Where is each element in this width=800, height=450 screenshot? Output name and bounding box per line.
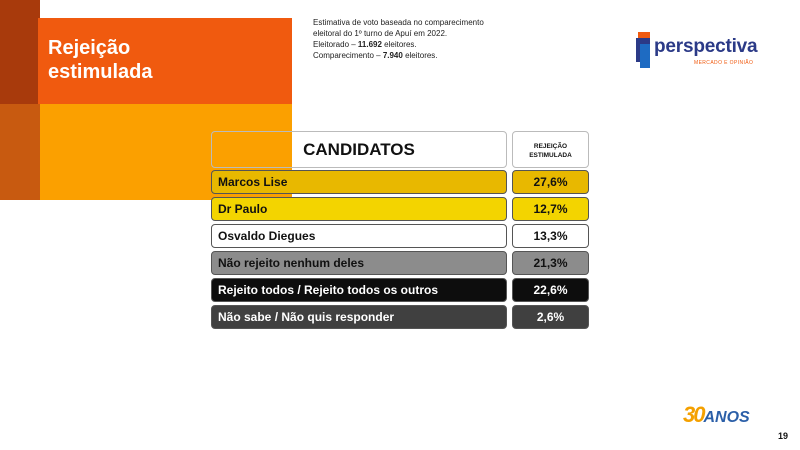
rejection-value: 12,7% <box>512 197 589 221</box>
candidate-name: Dr Paulo <box>211 197 507 221</box>
header-rejection: REJEIÇÃO ESTIMULADA <box>512 131 589 168</box>
slide-title <box>48 36 152 84</box>
table-header-row <box>211 131 589 168</box>
rejection-value: 2,6% <box>512 305 589 329</box>
table-row <box>211 197 589 221</box>
candidate-name: Rejeito todos / Rejeito todos os outros <box>211 278 507 302</box>
header-shadow-stripe <box>0 104 40 200</box>
candidate-name: Não sabe / Não quis responder <box>211 305 507 329</box>
badge-number: 30 <box>683 402 704 427</box>
header-candidates: CANDIDATOS <box>211 131 507 168</box>
rejection-value: 21,3% <box>512 251 589 275</box>
perspectiva-logo-mark-icon <box>636 32 654 68</box>
table-row <box>211 251 589 275</box>
logo-wordmark: perspectiva <box>654 36 758 57</box>
rejection-value: 22,6% <box>512 278 589 302</box>
note-line1: Estimativa de voto baseada no comparecimento <box>313 18 484 27</box>
table-row <box>211 278 589 302</box>
page-number: 19 <box>778 431 789 441</box>
table-row <box>211 170 589 194</box>
candidate-name: Marcos Lise <box>211 170 507 194</box>
candidate-name: Osvaldo Diegues <box>211 224 507 248</box>
badge-word: ANOS <box>703 409 750 426</box>
logo-subtitle: MERCADO E OPINIÃO <box>694 60 754 66</box>
table-row <box>211 224 589 248</box>
note-line2: eleitoral do 1º turno de Apuí em 2022. <box>313 29 448 38</box>
note-line3: Eleitorado – 11.692 eleitores. <box>313 40 417 49</box>
candidate-name: Não rejeito nenhum deles <box>211 251 507 275</box>
thirty-years-badge <box>683 402 750 428</box>
rejection-value: 13,3% <box>512 224 589 248</box>
slide-title-line2: estimulada <box>48 61 153 83</box>
note-line4: Comparecimento – 7.940 eleitores. <box>313 51 438 60</box>
methodology-note <box>313 17 533 61</box>
perspectiva-logo <box>636 32 776 72</box>
slide-title-line1: Rejeição <box>48 37 131 59</box>
table-row <box>211 305 589 329</box>
rejection-value: 27,6% <box>512 170 589 194</box>
